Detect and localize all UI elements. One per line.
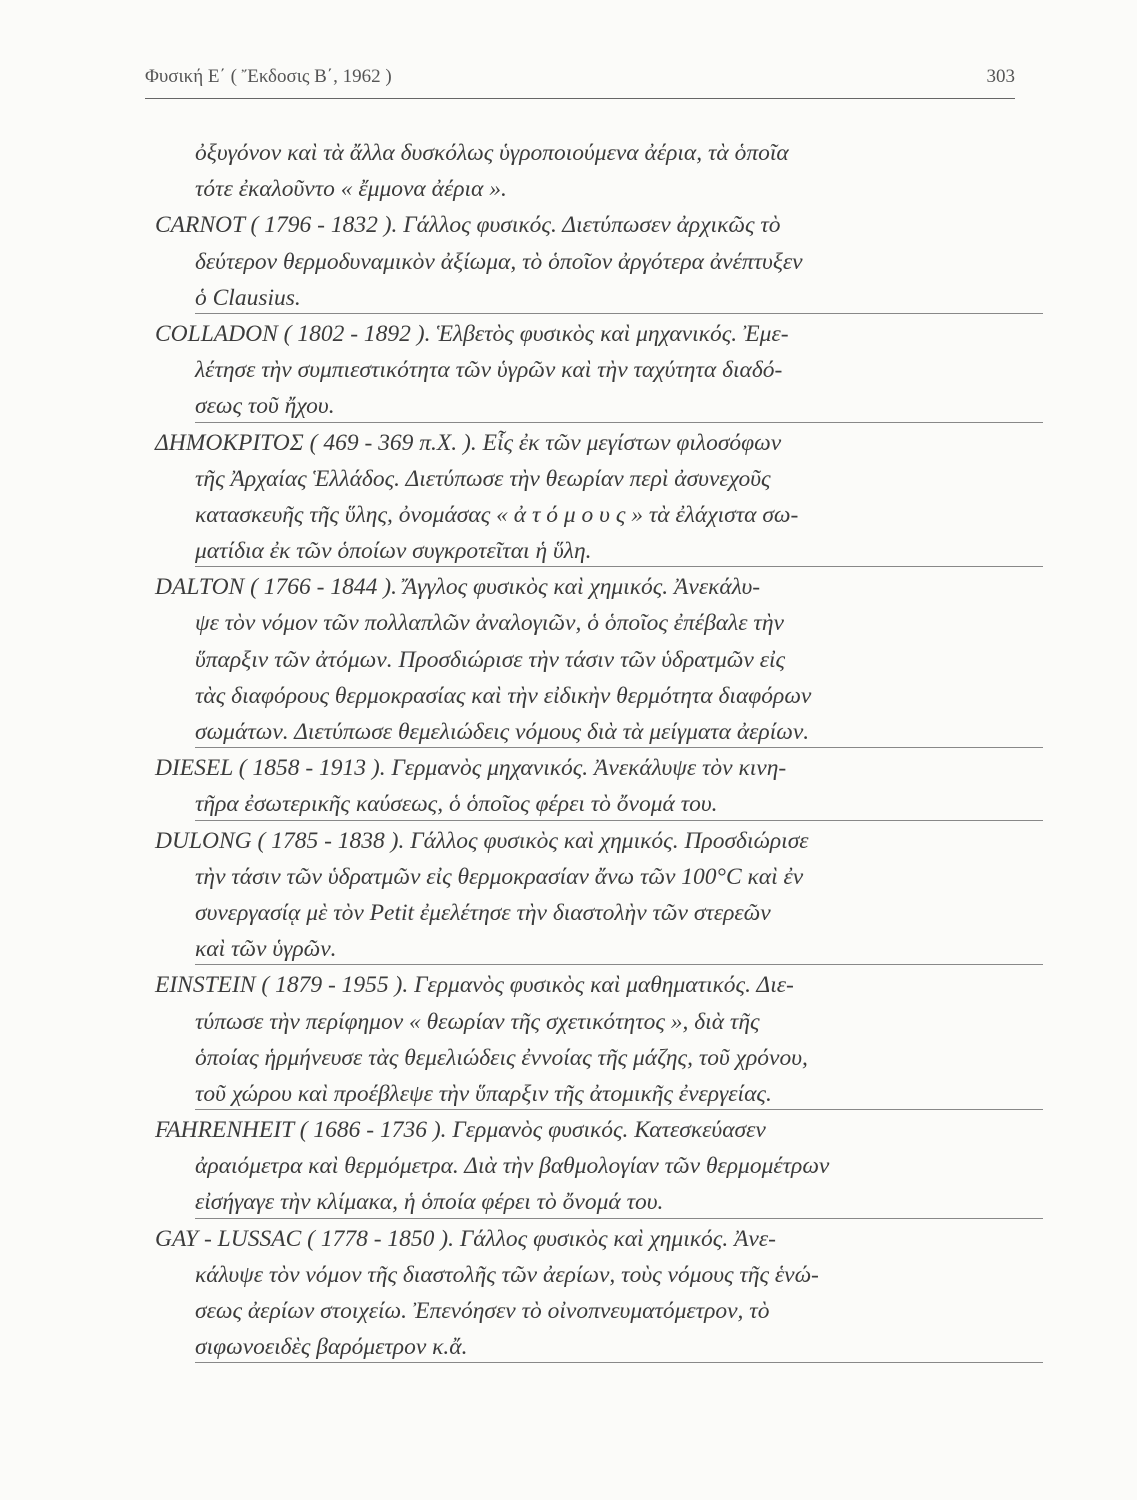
entry-text-line: λέτησε τὴν συμπιεστικότητα τῶν ὑγρῶν καὶ τὴν ταχύτητα διαδό- <box>195 357 783 384</box>
glossary-entry <box>155 425 1025 570</box>
running-title: Φυσική Ε΄ ( Ἔκδοσις Β΄, 1962 ) <box>145 66 392 87</box>
glossary-entry <box>155 316 1025 425</box>
glossary-entry <box>155 750 1025 822</box>
entry-text-line: ὀξυγόνον καὶ τὰ ἄλλα δυσκόλως ὑγροποιούμενα ἀέρια, τὰ ὁποῖα <box>195 140 789 166</box>
entry-text-line: συνεργασίᾳ μὲ τὸν Petit ἐμελέτησε τὴν διαστολὴν τῶν στερεῶν <box>195 899 771 926</box>
entry-text-line: τότε ἐκαλοῦντο « ἔμμονα ἀέρια ». <box>195 176 507 203</box>
glossary-entry <box>155 967 1025 1112</box>
entry-text-line: καὶ τῶν ὑγρῶν. <box>195 936 337 963</box>
entry-heading-line: DIESEL ( 1858 - 1913 ). Γερμανὸς μηχανικός. Ἀνεκάλυψε τὸν κινη- <box>155 755 787 782</box>
entry-text-line: κάλυψε τὸν νόμον τῆς διαστολῆς τῶν ἀερίων, τοὺς νόμους τῆς ἑνώ- <box>195 1261 819 1288</box>
entry-heading-line: FAHRENHEIT ( 1686 - 1736 ). Γερμανὸς φυσικός. Κατεσκεύασεν <box>155 1117 766 1144</box>
entry-text-line: σωμάτων. Διετύπωσε θεμελιώδεις νόμους διὰ τὰ μείγματα ἀερίων. <box>195 719 810 745</box>
entry-text-line: τύπωσε τὴν περίφημον « θεωρίαν τῆς σχετικότητος », διὰ τῆς <box>195 1008 760 1035</box>
entry-text-line: κατασκευῆς τῆς ὕλης, ὀνομάσας « ἀ τ ό μ ο υ ς » τὰ ἐλάχιστα σω- <box>195 501 799 528</box>
entry-heading-line: DULONG ( 1785 - 1838 ). Γάλλος φυσικὸς καὶ χημικός. Προσδιώρισε <box>155 827 809 854</box>
entry-text-line: τῆς Ἀρχαίας Ἑλλάδος. Διετύπωσε τὴν θεωρίαν περὶ ἀσυνεχοῦς <box>195 465 771 492</box>
entry-text-line: ὁποίας ἡρμήνευσε τὰς θεμελιώδεις ἐννοίας τῆς μάζης, τοῦ χρόνου, <box>195 1044 808 1071</box>
page-header <box>145 66 1015 88</box>
glossary-entry <box>155 569 1025 750</box>
entry-heading-line: DALTON ( 1766 - 1844 ). Ἄγγλος φυσικὸς καὶ χημικός. Ἀνεκάλυ- <box>155 574 761 601</box>
entry-heading-line: EINSTEIN ( 1879 - 1955 ). Γερμανὸς φυσικὸς καὶ μαθηματικός. Διε- <box>155 972 794 999</box>
entry-text-line: ὕπαρξιν τῶν ἀτόμων. Προσδιώρισε τὴν τάσιν τῶν ὑδρατμῶν εἰς <box>195 646 786 673</box>
glossary-entry <box>155 823 1025 968</box>
glossary-entry <box>155 135 1025 207</box>
entry-text-line: ψε τὸν νόμον τῶν πολλαπλῶν ἀναλογιῶν, ὁ ὁποῖος ἐπέβαλε τὴν <box>195 610 784 637</box>
entry-text-line: ματίδια ἐκ τῶν ὁποίων συγκροτεῖται ἡ ὕλη. <box>195 538 592 565</box>
entry-text-line: τῆρα ἐσωτερικῆς καύσεως, ὁ ὁποῖος φέρει τὸ ὄνομά του. <box>195 791 718 818</box>
entry-text-line: δεύτερον θερμοδυναμικὸν ἀξίωμα, τὸ ὁποῖον ἀργότερα ἀνέπτυξεν <box>195 248 803 275</box>
entry-text-line: ὁ Clausius. <box>195 284 301 311</box>
entry-text-line: τὰς διαφόρους θερμοκρασίας καὶ τὴν εἰδικὴν θερμότητα διαφόρων <box>195 682 812 709</box>
glossary-entry <box>155 207 1025 316</box>
glossary-entry <box>155 1221 1025 1366</box>
glossary-body <box>155 135 1025 1365</box>
entry-text-line: ἀραιόμετρα καὶ θερμόμετρα. Διὰ τὴν βαθμολογίαν τῶν θερμομέτρων <box>195 1153 830 1180</box>
glossary-entry <box>155 1112 1025 1221</box>
entry-heading-line: ΔΗΜΟΚΡΙΤΟΣ ( 469 - 369 π.Χ. ). Εἷς ἐκ τῶν μεγίστων φιλοσόφων <box>155 429 782 456</box>
entry-text-line: σεως ἀερίων στοιχείω. Ἐπενόησεν τὸ οἰνοπνευματόμετρον, τὸ <box>195 1298 770 1324</box>
page-number: 303 <box>986 66 1015 87</box>
entry-text-line: τὴν τάσιν τῶν ὑδρατμῶν εἰς θερμοκρασίαν ἄνω τῶν 100°C καὶ ἐν <box>195 863 804 890</box>
entry-text-line: σιφωνοειδὲς βαρόμετρον κ.ἄ. <box>195 1334 468 1361</box>
entry-heading-line: GAY - LUSSAC ( 1778 - 1850 ). Γάλλος φυσικὸς καὶ χημικός. Ἀνε- <box>155 1225 776 1252</box>
entry-heading-line: CARNOT ( 1796 - 1832 ). Γάλλος φυσικός. Διετύπωσεν ἀρχικῶς τὸ <box>155 212 781 239</box>
entry-heading-line: COLLADON ( 1802 - 1892 ). Ἑλβετὸς φυσικὸς καὶ μηχανικός. Ἐμε- <box>155 320 789 347</box>
entry-text-line: εἰσήγαγε τὴν κλίμακα, ἡ ὁποία φέρει τὸ ὄνομά του. <box>195 1189 664 1216</box>
entry-text-line: τοῦ χώρου καὶ προέβλεψε τὴν ὕπαρξιν τῆς ἀτομικῆς ἐνεργείας. <box>195 1080 772 1107</box>
header-rule <box>145 98 1015 99</box>
entry-text-line: σεως τοῦ ἤχου. <box>195 393 335 420</box>
